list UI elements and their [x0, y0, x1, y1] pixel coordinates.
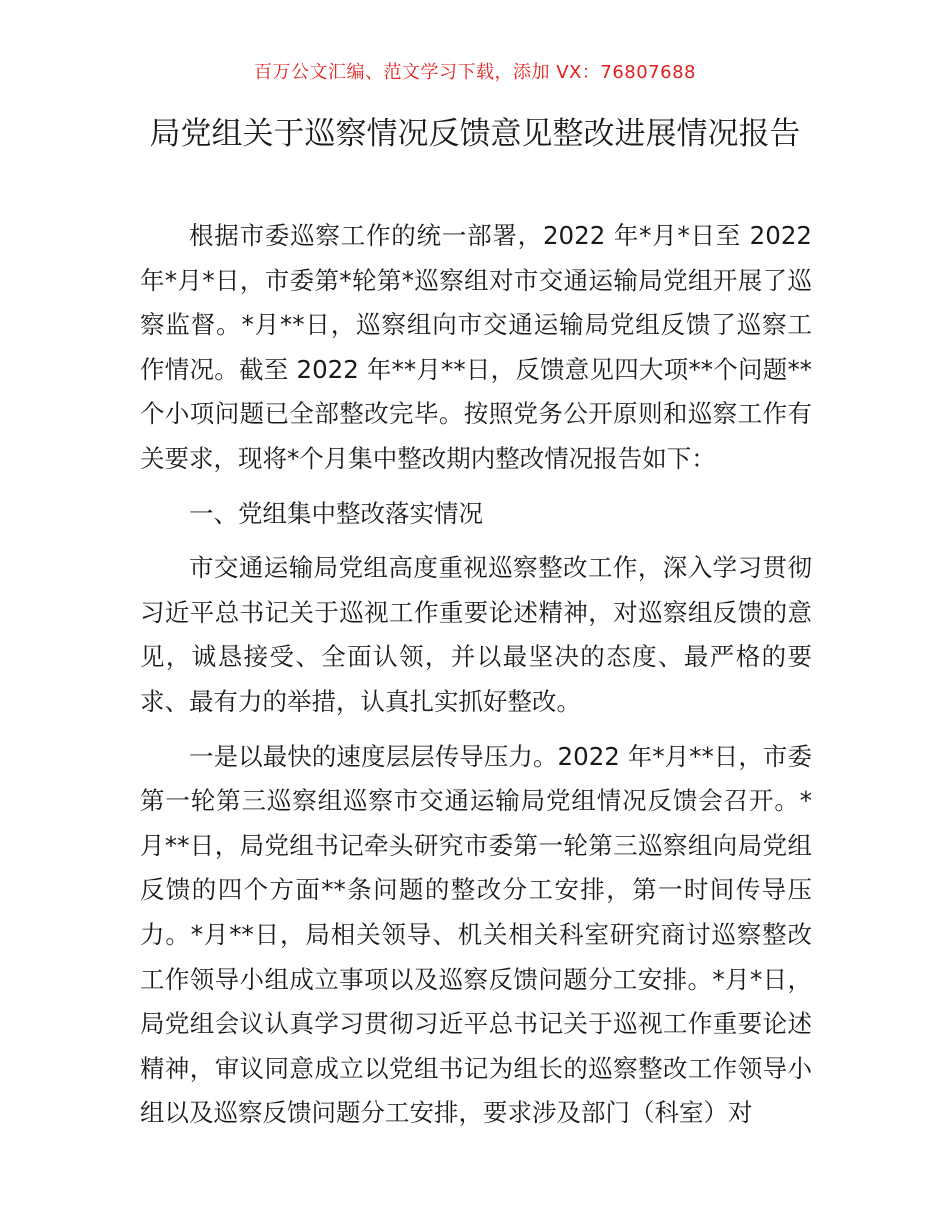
paragraph-point-one: 一是以最快的速度层层传导压力。2022 年*月**日，市委第一轮第三巡察组巡察市交通运输局党组情况反馈会召开。*月**日，局党组书记牵头研究市委第一轮第三巡察组向局党组反馈的四个方面**条问题的整改分工安排，第一时间传导压力。*月**日，局相关领导、机关相关科室研究商讨巡察整改工作领导小组成立事项以及巡察反馈问题分工安排。*月*日，局党组会议认真学习贯彻习近平总书记关于巡视工作重要论述精神，审议同意成立以党组书记为组长的巡察整改工作领导小组以及巡察反馈问题分工安排，要求涉及部门（科室）对	[140, 741, 812, 1128]
document-title: 局党组关于巡察情况反馈意见整改进展情况报告	[149, 116, 801, 152]
promo-banner: 百万公文汇编、范文学习下载，添加 VX：76807688	[254, 62, 696, 83]
section-heading: 一、党组集中整改落实情况	[189, 498, 483, 528]
paragraph-overview: 市交通运输局党组高度重视巡察整改工作，深入学习贯彻习近平总书记关于巡视工作重要论述精神，对巡察组反馈的意见，诚恳接受、全面认领，并以最坚决的态度、最严格的要求、最有力的举措，认真扎实抓好整改。	[140, 553, 812, 716]
paragraph-intro: 根据市委巡察工作的统一部署，2022 年*月*日至 2022 年*月*日，市委第*轮第*巡察组对市交通运输局党组开展了巡察监督。*月**日，巡察组向市交通运输局党组反馈了巡察工作情况。截至 2022 年**月**日，反馈意见四大项**个问题**个小项问题已全部整改完毕。按照党务公开原则和巡察工作有关要求，现将*个月集中整改期内整改情况报告如下：	[140, 221, 812, 473]
document-body	[140, 214, 812, 1146]
